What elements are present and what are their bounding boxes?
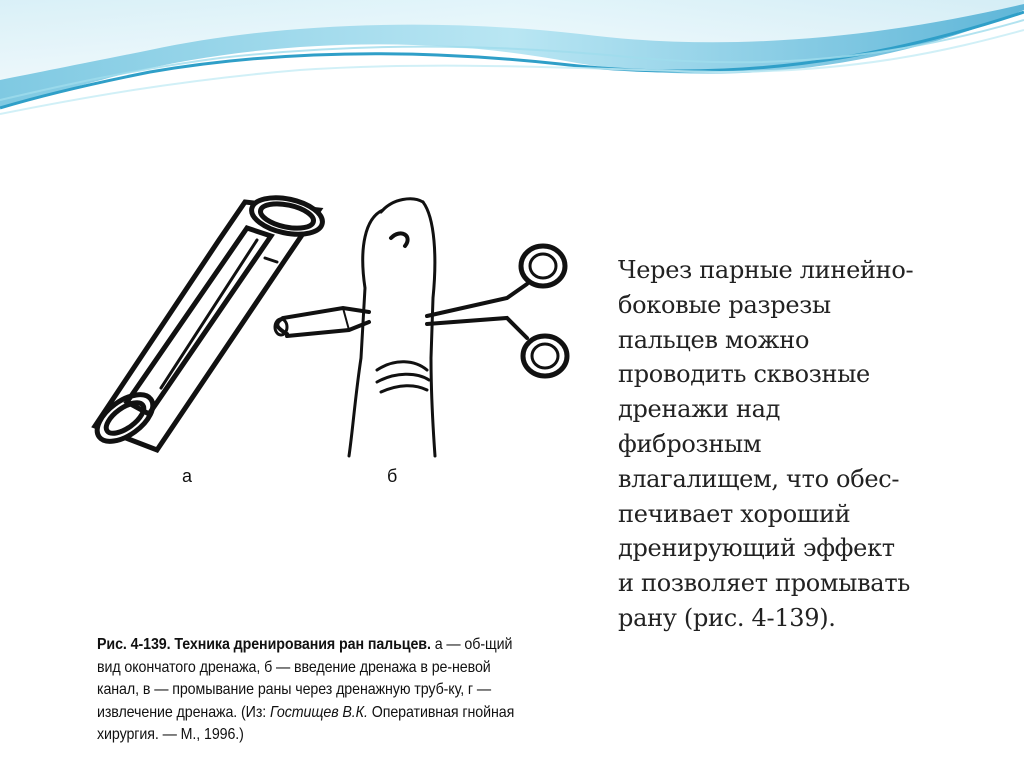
body-line: дренажи над (618, 395, 781, 424)
body-line: проводить сквозные (618, 360, 870, 389)
caption-source-title: Оперативная (371, 703, 459, 721)
figure-label-b: б (387, 466, 398, 486)
body-line: дренирующий эффект (618, 534, 895, 563)
decorative-wave-header (0, 0, 1024, 130)
slide-body-text (618, 253, 988, 636)
body-line: печивает хороший (618, 499, 851, 528)
body-line: пальцев можно (618, 325, 810, 354)
figure-illustration (87, 188, 573, 488)
caption-body-1: а — об-щий вид окончатого дренажа, б — введение дренажа в ре-невой канал, в — промывание раны через дренажную труб-ку, г — извлечение дренажа. (Из: (97, 636, 513, 721)
caption-source-author: Гостищев В.К. (270, 703, 368, 721)
body-line: и позволяет промывать (618, 569, 911, 598)
body-line: влагалищем, что обес- (618, 464, 900, 493)
figure-caption-panel (87, 628, 582, 767)
finger-clamp-drawing (275, 199, 567, 456)
caption-body-2: гнойная хирургия. — М., 1996.) (97, 703, 515, 744)
drain-tube-drawing (89, 192, 326, 451)
body-line: фиброзным (618, 429, 762, 458)
body-line: рану (рис. 4-139). (618, 603, 836, 632)
figure-label-a: а (182, 466, 193, 486)
body-line: боковые разрезы (618, 290, 831, 319)
caption-title: Техника дренирования ран пальцев. (174, 636, 431, 653)
figure-caption (97, 634, 524, 747)
drainage-illustration (87, 188, 573, 488)
caption-fig-number: Рис. 4-139. (97, 636, 171, 653)
body-line: Через парные линейно- (618, 256, 914, 284)
